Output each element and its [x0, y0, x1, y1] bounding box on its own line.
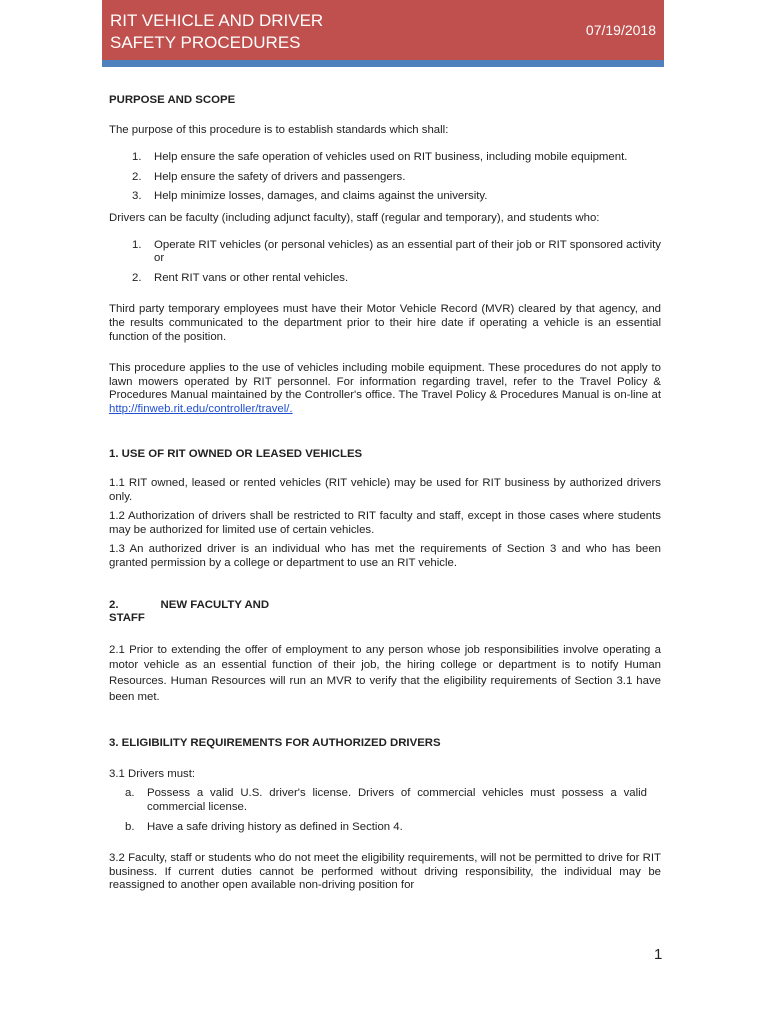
list-item: 2. Rent RIT vans or other rental vehicles. [132, 271, 349, 284]
travel-policy-link[interactable]: http://finweb.rit.edu/controller/travel/. [109, 402, 293, 415]
purpose-heading: PURPOSE AND SCOPE [109, 94, 236, 106]
header-accent-bar [102, 60, 664, 67]
section-1-3: 1.3 An authorized driver is an individual who has met the requirements of Section 3 and who has been granted permission by a college or department to use an RIT vehicle. [109, 543, 661, 570]
purpose-intro: The purpose of this procedure is to establish standards which shall: [109, 123, 449, 136]
section-3-2: 3.2 Faculty, staff or students who do not meet the eligibility requirements, will not be permitted to drive for RIT business. If current duties cannot be performed without driving responsibility, the individual may be reassigned to another open available non-driving position for [109, 852, 661, 892]
document-date: 07/19/2018 [585, 22, 656, 38]
list-item: a. Possess a valid U.S. driver's license. Drivers of commercial vehicles must possess a valid commercial license. [125, 787, 647, 813]
section-2-heading: 2. NEW FACULTY AND STAFF [109, 598, 270, 625]
document-header [102, 0, 664, 60]
list-item: 3. Help minimize losses, damages, and claims against the university. [132, 190, 488, 203]
third-party-paragraph: Third party temporary employees must have their Motor Vehicle Record (MVR) cleared by that agency, and the results communicated to the department prior to their hire date if operating a vehicle is an essential function of the position. [109, 303, 661, 343]
list-item: 2. Help ensure the safety of drivers and passengers. [132, 170, 406, 183]
list-item: b. Have a safe driving history as defined in Section 4. [125, 820, 403, 833]
page-number: 1 [654, 946, 663, 963]
section-1-heading: 1. USE OF RIT OWNED OR LEASED VEHICLES [109, 447, 363, 460]
document-body [109, 94, 661, 893]
section-2-1: 2.1 Prior to extending the offer of employment to any person whose job responsibilities involve operating a motor vehicle as an essential function of their job, the hiring college or department is to notify Human Resources. Human Resources will run an MVR to verify that the eligibility requirements of Section 3.1 have been met. [109, 643, 661, 703]
applies-paragraph: This procedure applies to the use of vehicles including mobile equipment. These procedures do not apply to lawn mowers operated by RIT personnel. For information regarding travel, refer to the Travel Policy & Procedures Manual maintained by the Controller's office. The Travel Policy & Procedures Manual is on-line at http://finweb.rit.edu/controller/travel/. [109, 362, 661, 415]
drivers-list [109, 239, 661, 286]
section-1-2: 1.2 Authorization of drivers shall be restricted to RIT faculty and staff, except in those cases where students may be authorized for limited use of certain vehicles. [109, 510, 661, 536]
eligibility-list [109, 787, 661, 834]
section-3-1: 3.1 Drivers must: [109, 767, 196, 780]
document-title: RIT VEHICLE AND DRIVER SAFETY PROCEDURES [110, 11, 324, 52]
section-3-heading: 3. ELIGIBILITY REQUIREMENTS FOR AUTHORIZED DRIVERS [109, 737, 441, 750]
drivers-intro: Drivers can be faculty (including adjunct faculty), staff (regular and temporary), and students who: [109, 211, 600, 224]
purpose-list [109, 151, 661, 204]
list-item: 1. Help ensure the safe operation of vehicles used on RIT business, including mobile equipment. [132, 151, 628, 164]
list-item: 1. Operate RIT vehicles (or personal vehicles) as an essential part of their job or RIT sponsored activity or [132, 238, 661, 265]
section-1-1: 1.1 RIT owned, leased or rented vehicles (RIT vehicle) may be used for RIT business by authorized drivers only. [109, 477, 661, 503]
